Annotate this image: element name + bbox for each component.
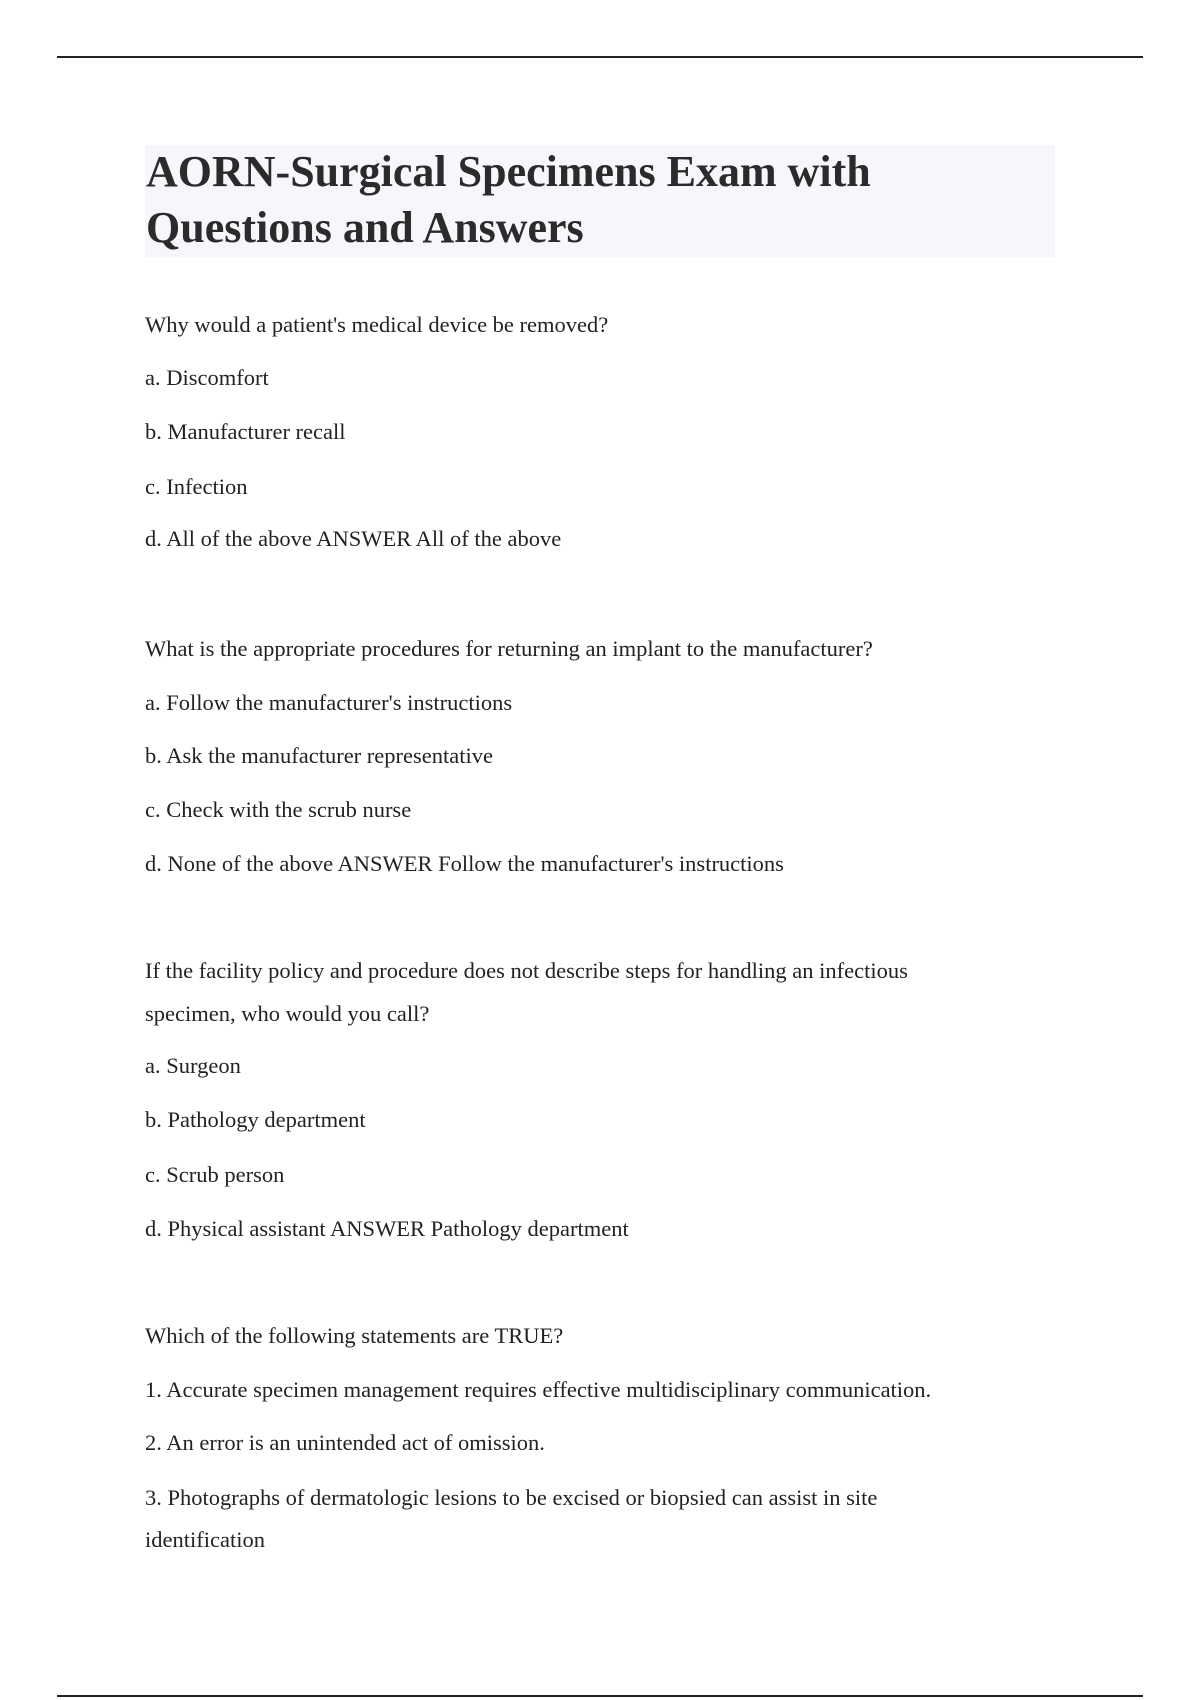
q2-option-d-answer: d. None of the above ANSWER Follow the manufacturer's instructions — [145, 851, 784, 876]
q4-statement-1: 1. Accurate specimen management requires effective multidisciplinary communication. — [145, 1377, 932, 1402]
q2-option-a: a. Follow the manufacturer's instructions — [145, 690, 513, 715]
q2-option-b: b. Ask the manufacturer representative — [145, 743, 493, 768]
title-line-2: Questions and Answers — [146, 203, 584, 252]
document-title — [146, 144, 1046, 256]
q1-option-d-answer: d. All of the above ANSWER All of the above — [145, 526, 562, 551]
q3-option-c: c. Scrub person — [145, 1162, 285, 1187]
question-3-line-2: specimen, who would you call? — [145, 1001, 430, 1026]
bottom-rule — [57, 1695, 1143, 1697]
title-line-1: AORN-Surgical Specimens Exam with — [146, 147, 871, 196]
question-3-line-1: If the facility policy and procedure does not describe steps for handling an infectious — [145, 958, 908, 983]
q1-option-a: a. Discomfort — [145, 365, 269, 390]
q2-option-c: c. Check with the scrub nurse — [145, 797, 412, 822]
q1-option-c: c. Infection — [145, 474, 248, 499]
question-2: What is the appropriate procedures for returning an implant to the manufacturer? — [145, 636, 873, 661]
q4-statement-2: 2. An error is an unintended act of omission. — [145, 1430, 545, 1455]
q3-option-d-answer: d. Physical assistant ANSWER Pathology department — [145, 1216, 629, 1241]
q1-option-b: b. Manufacturer recall — [145, 419, 346, 444]
q4-statement-3-line-2: identification — [145, 1527, 265, 1552]
top-rule — [57, 56, 1143, 58]
question-1: Why would a patient's medical device be removed? — [145, 312, 609, 337]
q3-option-a: a. Surgeon — [145, 1053, 241, 1078]
q4-statement-3-line-1: 3. Photographs of dermatologic lesions to be excised or biopsied can assist in site — [145, 1485, 878, 1510]
q3-option-b: b. Pathology department — [145, 1107, 366, 1132]
question-4: Which of the following statements are TRUE? — [145, 1323, 564, 1348]
